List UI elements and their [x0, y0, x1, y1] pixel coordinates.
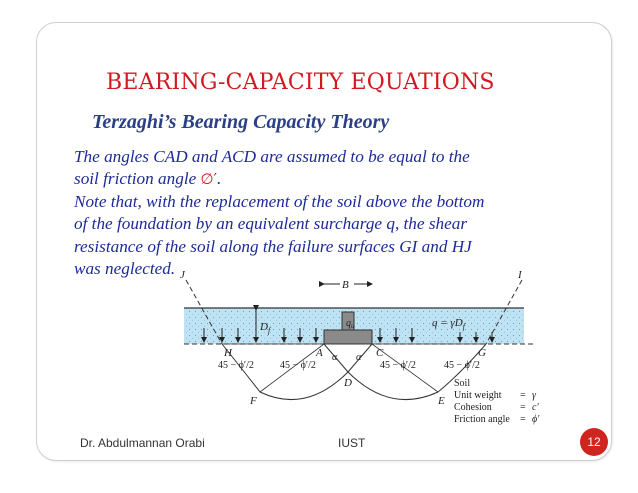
- soil-row-1-eq: =: [520, 390, 526, 401]
- soil-row-2-value: c′: [532, 402, 539, 413]
- label-d: D: [344, 377, 352, 389]
- label-g: G: [478, 347, 486, 359]
- label-q-eq-main: q = γD: [432, 317, 463, 329]
- label-c: C: [376, 347, 384, 359]
- label-h: H: [224, 347, 232, 359]
- label-b: B: [342, 279, 349, 291]
- slide-title: BEARING-CAPACITY EQUATIONS: [106, 70, 495, 95]
- angle-label-4: 45 − ϕ′/2: [444, 360, 480, 371]
- label-j: J: [180, 269, 185, 281]
- footer-author: Dr. Abdulmannan Orabi: [80, 436, 205, 450]
- soil-row-1-value: γ: [532, 390, 536, 401]
- soil-row-3-value: ϕ′: [532, 414, 540, 425]
- label-e: E: [438, 395, 445, 407]
- body-line-5: resistance of the soil along the failure surfaces GI and HJ: [74, 236, 472, 256]
- phi-symbol: ∅′: [200, 170, 217, 189]
- angle-label-3: 45 − ϕ′/2: [380, 360, 416, 371]
- label-qu-sub: u: [351, 322, 355, 330]
- label-df-main: D: [260, 321, 268, 333]
- label-i: I: [518, 269, 522, 281]
- angle-label-1: 45 − ϕ′/2: [218, 360, 254, 371]
- soil-row-3-name: Friction angle: [454, 414, 510, 425]
- body-line-2-text: soil friction angle: [74, 169, 201, 189]
- soil-row-2-name: Cohesion: [454, 402, 492, 413]
- bearing-capacity-diagram: [176, 268, 614, 436]
- label-q-eq: [432, 317, 467, 331]
- label-qu-main: q: [346, 318, 351, 329]
- label-a: A: [316, 347, 323, 359]
- soil-row-3-eq: =: [520, 414, 526, 425]
- soil-row-2-eq: =: [520, 402, 526, 413]
- slide-subtitle: Terzaghi’s Bearing Capacity Theory: [92, 111, 390, 133]
- soil-legend: [454, 378, 540, 425]
- body-line-3: Note that, with the replacement of the soil above the bottom: [74, 191, 485, 211]
- body-line-6: was neglected.: [74, 259, 176, 279]
- label-alpha-left: α: [332, 352, 338, 363]
- soil-legend-heading: Soil: [454, 378, 471, 389]
- label-df-sub: f: [267, 326, 271, 335]
- body-line-4: of the foundation by an equivalent surcharge q, the shear: [74, 214, 468, 234]
- angle-label-2: 45 − ϕ′/2: [280, 360, 316, 371]
- soil-row-1-name: Unit weight: [454, 390, 502, 401]
- page-number-badge: 12: [580, 428, 608, 456]
- body-text: [74, 146, 586, 280]
- body-line-1: The angles CAD and ACD are assumed to be equal to the: [74, 147, 470, 166]
- footer-organization: IUST: [338, 436, 366, 450]
- label-f: F: [250, 395, 257, 407]
- footing-base: [324, 330, 372, 344]
- body-line-2: [74, 168, 586, 190]
- label-alpha-right: α: [356, 352, 362, 363]
- label-q-eq-sub: f: [462, 322, 465, 331]
- spiral-left: [222, 344, 348, 400]
- body-line-2-end: .: [217, 169, 222, 189]
